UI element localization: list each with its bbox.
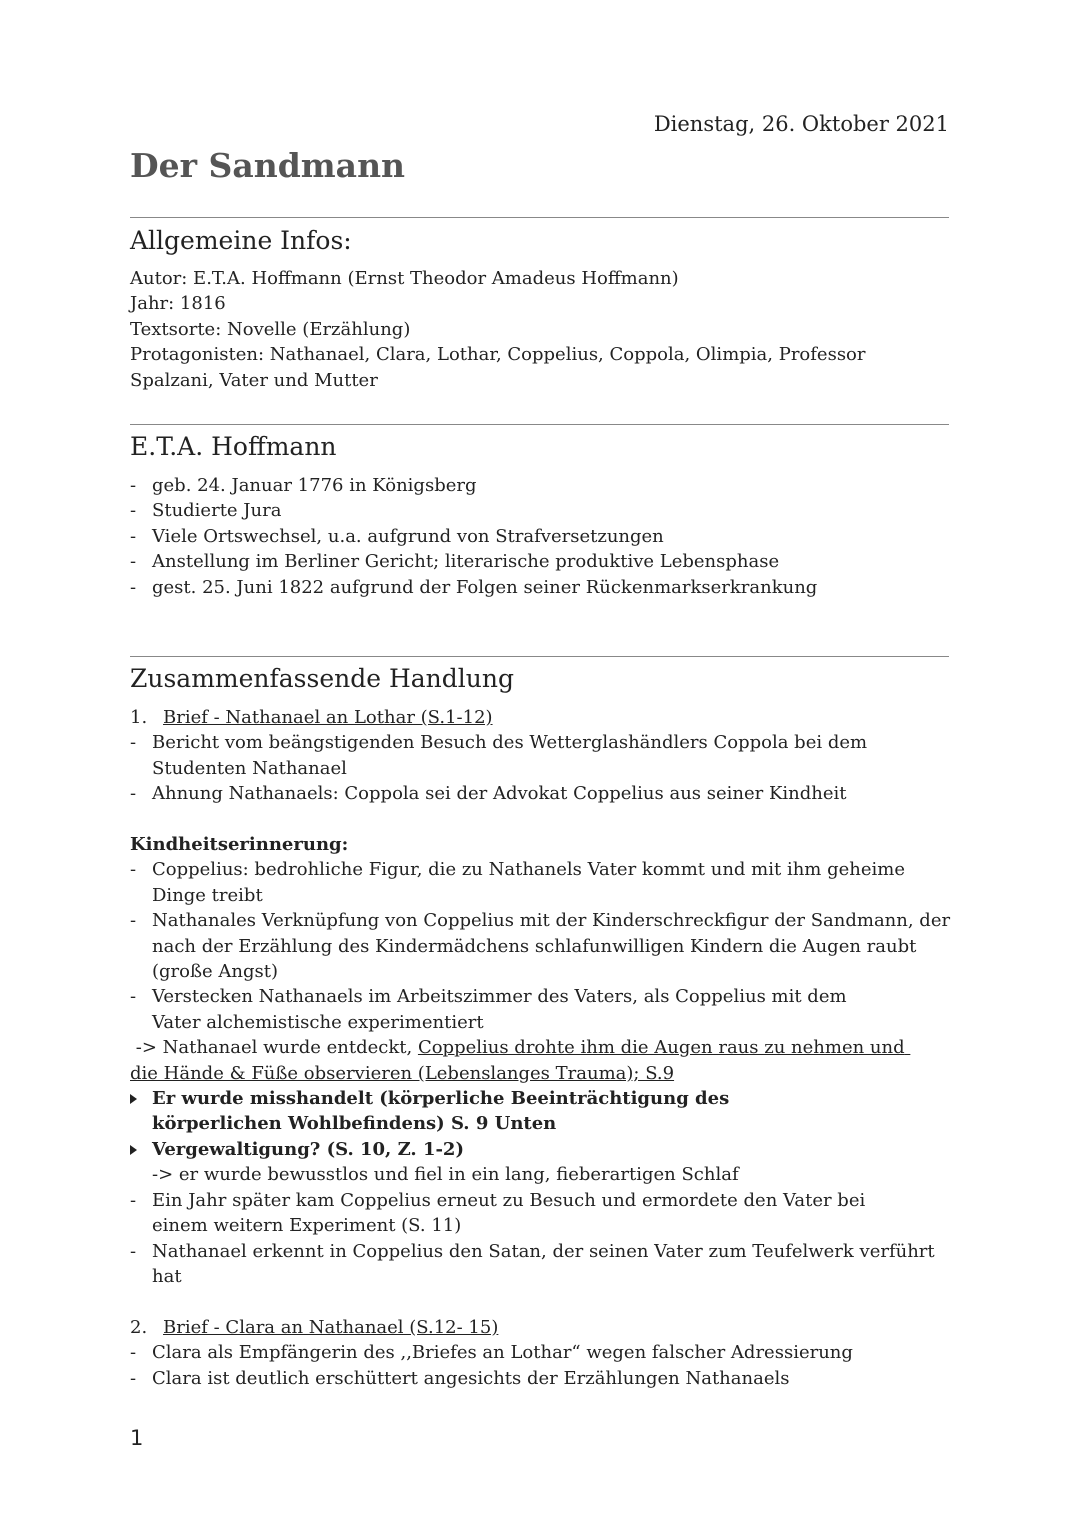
dash-bullet: - — [130, 1189, 137, 1211]
dash-bullet: - — [130, 910, 137, 932]
dash-bullet: - — [130, 551, 137, 573]
list-item — [130, 473, 949, 498]
list-item-text: Ahnung Nathanaels: Coppola sei der Advokat Coppelius aus seiner Kindheit — [152, 783, 847, 805]
list-item-text: Vergewaltigung? (S. 10, Z. 1-2) — [152, 1138, 464, 1160]
list-item-text: Ein Jahr später kam Coppelius erneut zu Besuch und ermordete den Vater bei einem weitern Experiment (S. 11) — [152, 1189, 866, 1237]
document-date: Dienstag, 26. Oktober 2021 — [653, 112, 949, 136]
list-item-text: Nathanales Verknüpfung von Coppelius mit der Kinderschreckfigur der Sandmann, der nach der Erzählung des Kindermädchens schlafunwilligen Kindern die Augen raubt (große Angst) — [152, 910, 951, 983]
section-heading-allgemein: Allgemeine Infos: — [130, 226, 352, 255]
brief-1-list — [130, 730, 949, 806]
info-author: Autor: E.T.A. Hoffmann (Ernst Theodor Amadeus Hoffmann) — [130, 268, 679, 289]
list-item-text: Studierte Jura — [152, 500, 282, 522]
list-item — [130, 549, 949, 574]
page-number: 1 — [130, 1426, 144, 1450]
list-item-text: Nathanael erkennt in Coppelius den Satan, der seinen Vater zum Teufelwerk verführt hat — [152, 1240, 935, 1287]
info-protagonists: Protagonisten: Nathanael, Clara, Lothar, Coppelius, Coppola, Olimpia, Professor Spalzani, Vater und Mutter — [130, 344, 866, 391]
list-item-text: Clara als Empfängerin des ,,Briefes an Lothar“ wegen falscher Adressierung — [152, 1342, 853, 1364]
list-item-text: gest. 25. Juni 1822 aufgrund der Folgen seiner Rückenmarkserkrankung — [152, 576, 818, 598]
dash-bullet: - — [130, 576, 137, 598]
dash-bullet: - — [130, 986, 137, 1008]
dash-bullet: - — [130, 732, 137, 754]
after-bold-note: -> er wurde bewusstlos und fiel in ein lang, fieberartigen Schlaf — [152, 1164, 739, 1186]
allgemein-info-block — [130, 266, 949, 393]
list-item-text: Anstellung im Berliner Gericht; literarische produktive Lebensphase — [152, 551, 780, 573]
list-item-text: Bericht vom beängstigenden Besuch des Wetterglashändlers Coppola bei dem Studenten Nathanael — [152, 732, 868, 779]
dash-bullet: - — [130, 1240, 137, 1262]
triangle-bullet-icon — [130, 1137, 144, 1162]
arrow-note-plain: -> Nathanael wurde entdeckt, — [130, 1037, 418, 1059]
kindheit-more-list — [130, 1188, 949, 1290]
triangle-bullet-icon — [130, 1086, 144, 1111]
dash-bullet: - — [130, 783, 137, 805]
dash-bullet: - — [130, 859, 137, 881]
dash-bullet: - — [130, 525, 137, 547]
list-item — [130, 1239, 949, 1290]
brief-1-heading — [130, 705, 949, 730]
list-item — [130, 730, 932, 781]
dash-bullet: - — [130, 500, 137, 522]
section-heading-hoffmann: E.T.A. Hoffmann — [130, 432, 337, 461]
list-item-text: Clara ist deutlich erschüttert angesichts der Erzählungen Nathanaels — [152, 1367, 790, 1389]
info-year: Jahr: 1816 — [130, 293, 226, 315]
list-item — [130, 1188, 912, 1239]
list-item — [130, 575, 949, 600]
list-item — [130, 1366, 949, 1391]
list-item-text: geb. 24. Januar 1776 in Königsberg — [152, 475, 477, 496]
list-item — [130, 1340, 949, 1365]
dash-bullet: - — [130, 1342, 137, 1364]
dash-bullet: - — [130, 475, 137, 496]
info-genre: Textsorte: Novelle (Erzählung) — [130, 318, 411, 340]
document-title: Der Sandmann — [130, 146, 406, 185]
list-item — [130, 1086, 832, 1137]
hoffmann-list — [130, 473, 949, 600]
brief-1-title: Brief - Nathanael an Lothar (S.1-12) — [163, 707, 493, 728]
kindheit-bold-list — [130, 1086, 949, 1162]
arrow-note — [130, 1035, 910, 1086]
section-divider — [130, 656, 949, 657]
hoffmann-list-block — [130, 473, 949, 600]
list-item-text: Er wurde misshandelt (körperliche Beeinträchtigung des körperlichen Wohlbefindens) S. 9 Unten — [152, 1088, 730, 1135]
handlung-block — [130, 705, 949, 1391]
dash-bullet: - — [130, 1367, 137, 1389]
kindheit-label: Kindheitserinnerung: — [130, 834, 349, 856]
arrow-note-underlined: Coppelius drohte ihm die Augen raus zu nehmen und die Hände & Füße observieren (Lebenslanges Trauma); S.9 — [130, 1037, 911, 1084]
list-item-text: Verstecken Nathanaels im Arbeitszimmer des Vaters, als Coppelius mit dem Vater alchemistische experimentiert — [152, 986, 847, 1033]
list-item-text: Coppelius: bedrohliche Figur, die zu Nathanels Vater kommt und mit ihm geheime Dinge treibt — [152, 859, 905, 906]
kindheit-list — [130, 857, 949, 1035]
list-number: 1. — [130, 707, 148, 728]
list-item — [130, 984, 872, 1035]
list-item — [130, 908, 952, 984]
list-number: 2. — [130, 1316, 148, 1338]
brief-2-list — [130, 1340, 949, 1391]
list-item — [130, 781, 949, 806]
section-heading-handlung: Zusammenfassende Handlung — [130, 664, 514, 693]
list-item-text: Viele Ortswechsel, u.a. aufgrund von Strafversetzungen — [152, 525, 664, 547]
section-divider — [130, 217, 949, 218]
brief-2-title: Brief - Clara an Nathanael (S.12- 15) — [163, 1316, 499, 1338]
list-item — [130, 1137, 949, 1162]
list-item — [130, 857, 937, 908]
brief-2-heading — [130, 1315, 949, 1340]
list-item — [130, 524, 949, 549]
list-item — [130, 498, 949, 523]
section-divider — [130, 424, 949, 425]
